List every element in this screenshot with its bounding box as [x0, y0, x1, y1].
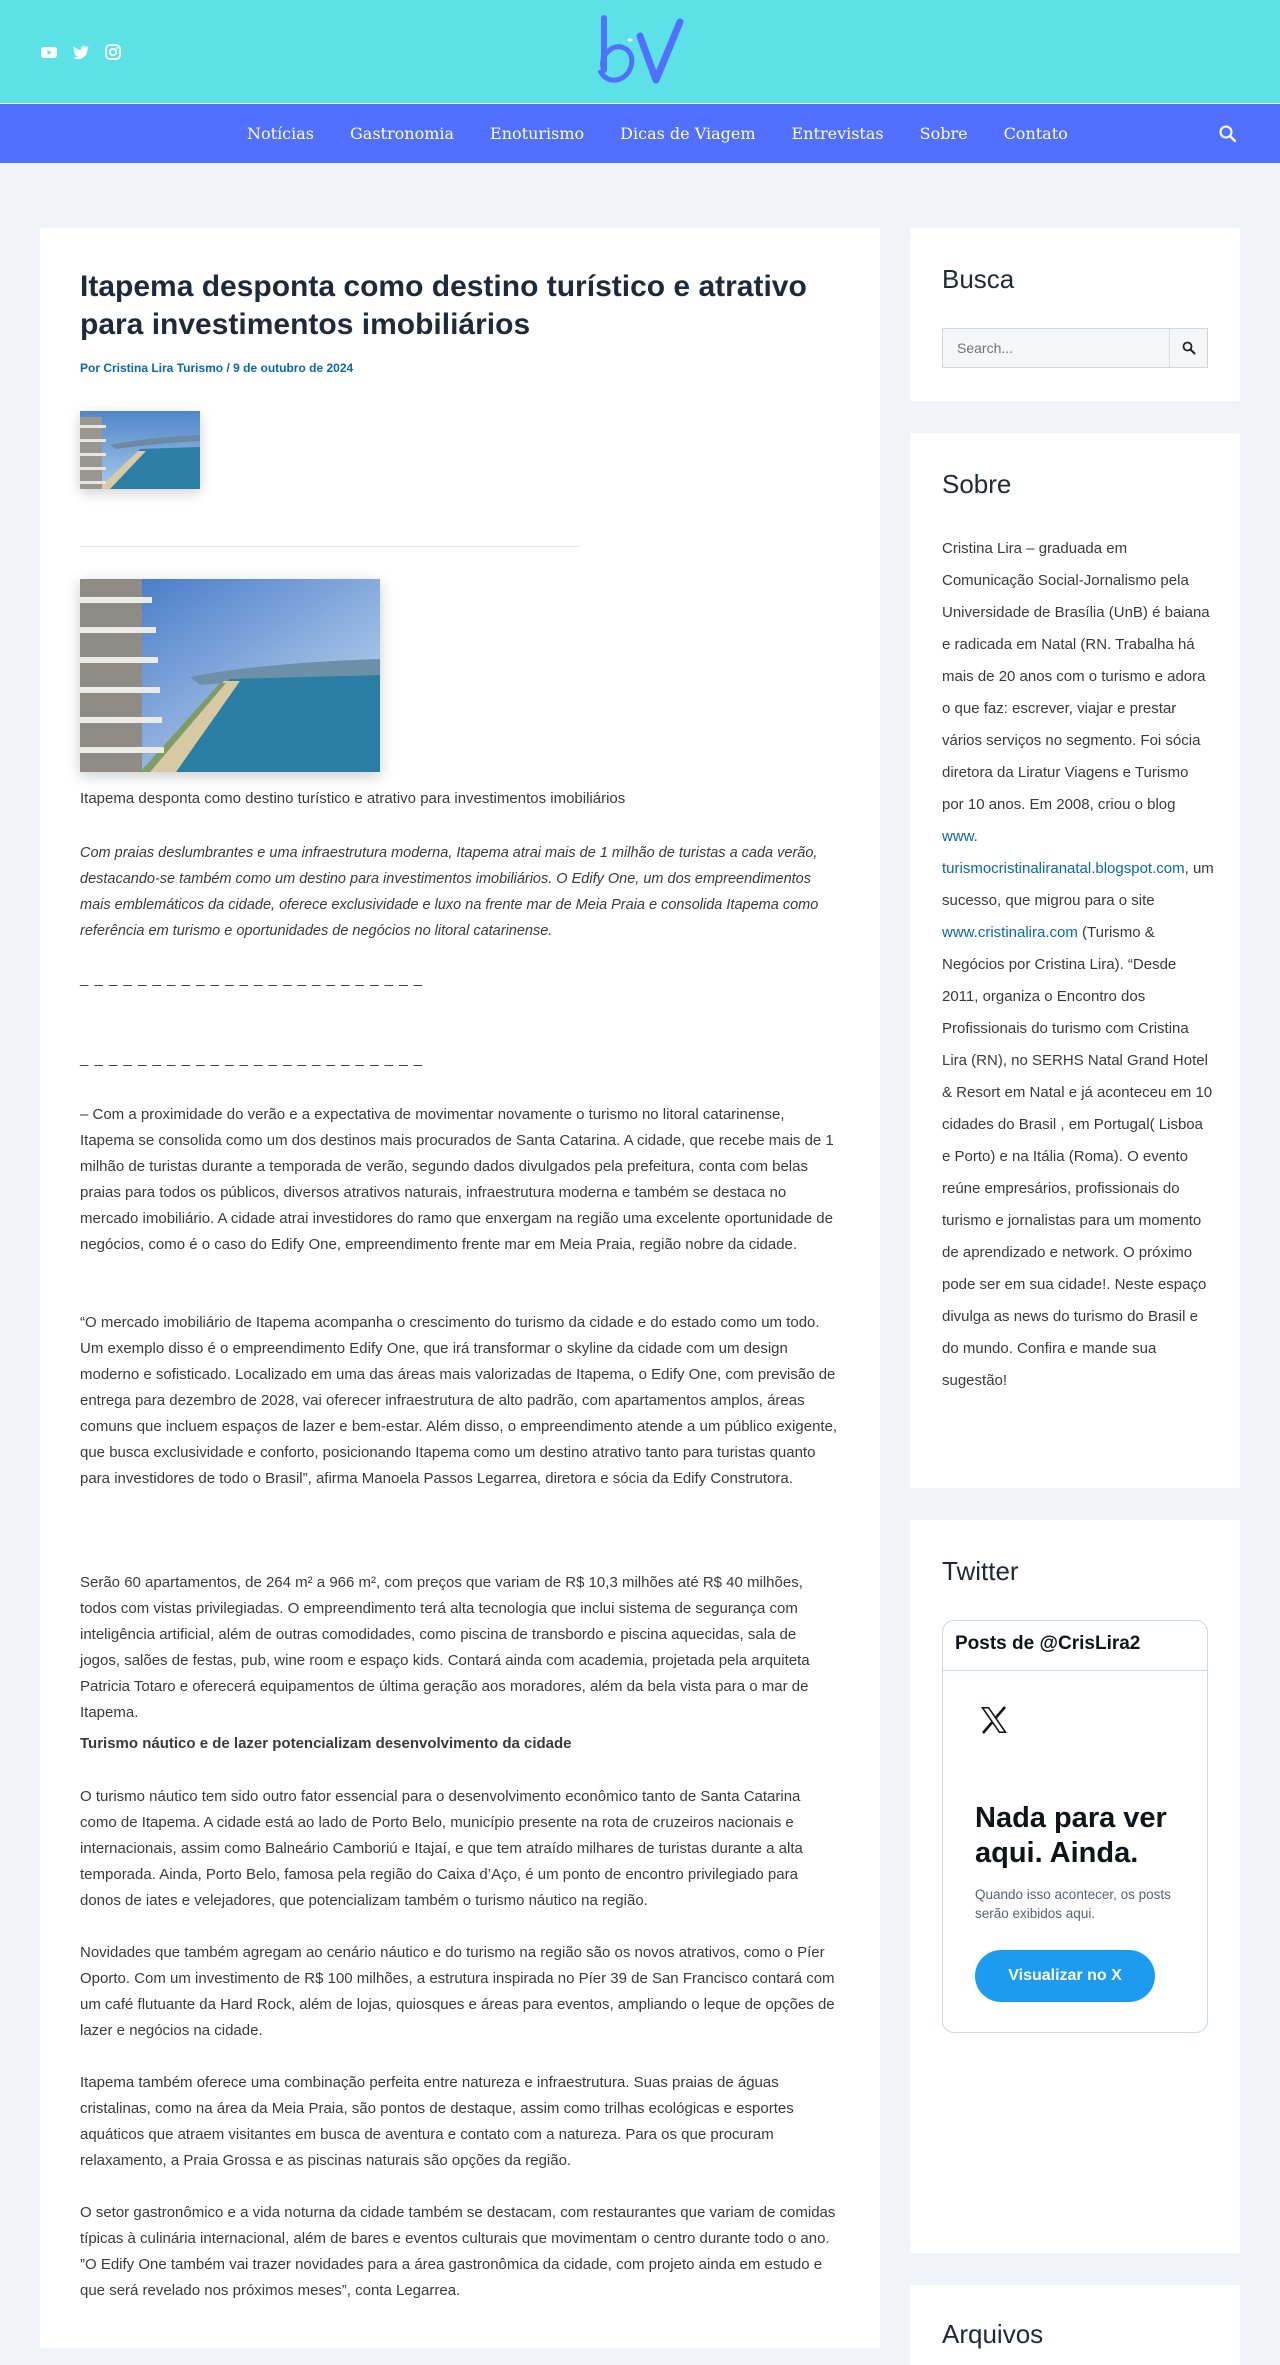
- search-input[interactable]: [943, 329, 1167, 367]
- article-featured-image[interactable]: [80, 579, 380, 772]
- timeline-header[interactable]: Posts de @CrisLira2: [943, 1621, 1207, 1671]
- article-paragraph: “O mercado imobiliário de Itapema acompanha o crescimento do turismo da cidade e do estado como um todo. Um exemplo disso é o empreendimento Edify One, que irá transformar o skyline da cidade com um design moderno e sofisticado. Localizado em uma das áreas mais valorizadas de Itapema, o Edify One, com previsão de entrega para dezembro de 2028, vai oferecer infraestrutura de alto padrão, com apartamentos amplos, áreas comuns que incluem espaços de lazer e bem-estar. Além disso, o empreendimento atende a um público exigente, que busca exclusividade e conforto, posicionando Itapema como um destino atrativo tanto para turistas quanto para investidores de todo o Brasil”, afirma Manoela Passos Legarrea, diretora e sócia da Edify Construtora.: [80, 1314, 838, 1487]
- article-meta[interactable]: Por Cristina Lira Turismo / 9 de outubro de 2024: [80, 361, 354, 375]
- article-lead: Com praias deslumbrantes e uma infraestrutura moderna, Itapema atrai mais de 1 milhão de turistas a cada verão, destacando-se também como um destino para investimentos imobiliários. O Edify One, um dos empreendimentos mais emblemáticos da cidade, oferece exclusividade e luxo na frente mar de Meia Praia e consolida Itapema como referência em turismo e oportunidades de negócios no litoral catarinense.: [80, 845, 819, 939]
- widget-title-sobre: Sobre: [942, 469, 1012, 499]
- empty-timeline-subtitle: Quando isso acontecer, os posts serão exibidos aqui.: [975, 1887, 1171, 1921]
- nav-item-gastronomia[interactable]: Gastronomia: [350, 124, 455, 143]
- widget-title-arquivos: Arquivos: [942, 2319, 1044, 2349]
- nav-item-contato[interactable]: Contato: [1003, 124, 1068, 143]
- image-caption: Itapema desponta como destino turístico e atrativo para investimentos imobiliários: [80, 790, 626, 807]
- divider: [80, 546, 580, 547]
- archives-widget: [910, 2285, 1240, 2365]
- nav-item-dicas-de-viagem[interactable]: Dicas de Viagem: [620, 124, 756, 143]
- article-paragraph: O turismo náutico tem sido outro fator essencial para o desenvolvimento econômico tanto de Santa Catarina como de Itapema. A cidade está ao lado de Porto Belo, município presente na rota de cruzeiros nacionais e internacionais, assim como Balneário Camboriú e Itajaí, e que tem atraído milhares de turistas durante a alta temporada. Ainda, Porto Belo, famosa pela região do Caixa d’Aço, é um ponto de encontro privilegiado para donos de iates e velejadores, que potencializam também o turismo náutico na região.: [80, 1788, 803, 1909]
- empty-timeline-title: Nada para ver aqui. Ainda.: [975, 1802, 1167, 1869]
- nav-item-sobre[interactable]: Sobre: [919, 124, 968, 143]
- search-submit-button[interactable]: [1169, 329, 1207, 367]
- nav-item-noticias[interactable]: Notícias: [247, 124, 315, 143]
- article-paragraph: – Com a proximidade do verão e a expectativa de movimentar novamente o turismo no litoral catarinense, Itapema se consolida como um dos destinos mais procurados de Santa Catarina. A cidade, que recebe mais de 1 milhão de turistas durante a temporada de verão, segundo dados divulgados pela prefeitura, conta com belas praias para todos os públicos, diversos atrativos naturais, infraestrutura moderna e também se destaca no mercado imobiliário. A cidade atrai investidores do ramo que enxergam na região uma excelente oportunidade de negócios, como é o caso do Edify One, empreendimento frente mar em Meia Praia, região nobre da cidade.: [80, 1106, 834, 1253]
- article-thumbnail[interactable]: [80, 411, 200, 489]
- about-text: Cristina Lira – graduada em Comunicação Social-Jornalismo pela Universidade de Brasília (UnB) é baiana e radicada em Natal (RN. Trabalha há mais de 20 anos com o turismo e adora o que faz: escrever, viajar e prestar vários serviços no segmento. Foi sócia diretora da Liratur Viagens e Turismo por 10 anos. Em 2008, criou o blog www. turismocristinaliranatal.blogspot.com, um sucesso, que migrou para o site www.cristinalira.com (Turismo & Negócios por Cristina Lira). “Desde 2011, organiza o Encontro dos Profissionais do turismo com Cristina Lira (RN), no SERHS Natal Grand Hotel & Resort em Natal e já aconteceu em 10 cidades do Brasil , em Portugal( Lisboa e Porto) e na Itália (Roma). O evento reúne empresários, profissionais do turismo e jornalistas para um momento de aprendizado e network. O próximo pode ser em sua cidade!. Neste espaço divulga as news do turismo do Brasil e do mundo. Confira e mande sua sugestão!: [942, 540, 1214, 1389]
- widget-title-busca: Busca: [942, 264, 1015, 294]
- youtube-icon[interactable]: [40, 43, 58, 61]
- nav-item-enoturismo[interactable]: Enoturismo: [490, 124, 585, 143]
- separator-dashes: _ _ _ _ _ _ _ _ _ _ _ _ _ _ _ _ _ _ _ _ _ _ _ _: [80, 970, 424, 987]
- search-icon[interactable]: [1218, 124, 1238, 144]
- site-link[interactable]: www.cristinalira.com: [942, 924, 1078, 941]
- twitter-icon[interactable]: [72, 43, 90, 61]
- social-links: [40, 43, 122, 61]
- separator-dashes: _ _ _ _ _ _ _ _ _ _ _ _ _ _ _ _ _ _ _ _ _ _ _ _: [80, 1050, 424, 1067]
- view-on-x-button[interactable]: Visualizar no X: [975, 1950, 1155, 2002]
- site-header: [0, 0, 1280, 103]
- site-logo[interactable]: [594, 14, 688, 88]
- search-widget: [910, 228, 1240, 401]
- main-nav: [0, 104, 1280, 163]
- search-form: [942, 328, 1208, 368]
- x-logo-icon: [977, 1703, 1011, 1737]
- twitter-widget: [910, 1520, 1240, 2253]
- nav-item-entrevistas[interactable]: Entrevistas: [791, 124, 884, 143]
- article-paragraph: O setor gastronômico e a vida noturna da cidade também se destacam, com restaurantes que variam de comidas típicas à culinária internacional, além de bares e eventos culturais que movimentam o centro durante todo o ano. ”O Edify One também vai trazer novidades para a área gastronômica da cidade, com projeto ainda em estudo e que será revelado nos próximos meses”, conta Legarrea.: [80, 2204, 836, 2299]
- widget-title-twitter: Twitter: [942, 1556, 1019, 1586]
- article-paragraph: Itapema também oferece uma combinação perfeita entre natureza e infraestrutura. Suas praias de águas cristalinas, como na área da Meia Praia, são pontos de destaque, assim como trilhas ecológicas e esportes aquáticos que atraem visitantes em busca de aventura e contato com a natureza. Para os que procuram relaxamento, a Praia Grossa e as piscinas naturais são opções da região.: [80, 2074, 794, 2169]
- about-widget: [910, 433, 1240, 1488]
- blog-link[interactable]: www. turismocristinaliranatal.blogspot.com: [942, 828, 1185, 877]
- article-paragraph: Serão 60 apartamentos, de 264 m² a 966 m², com preços que variam de R$ 10,3 milhões até R$ 40 milhões, todos com vistas privilegiadas. O empreendimento terá alta tecnologia que inclui sistema de segurança com inteligência artificial, além de outras comodidades, como piscina de transbordo e piscina aquecidas, sala de jogos, salões de festas, pub, wine room e espaço kids. Contará ainda com academia, projetada pela arquiteta Patricia Totaro e oferecerá equipamentos de última geração aos moradores, além da bela vista para o mar de Itapema.: [80, 1574, 810, 1721]
- article-card: [40, 228, 880, 2348]
- instagram-icon[interactable]: [104, 43, 122, 61]
- article-title: Itapema desponta como destino turístico e atrativo para investimentos imobiliários: [80, 270, 807, 341]
- article-subheading: Turismo náutico e de lazer potencializam desenvolvimento da cidade: [80, 1735, 572, 1752]
- twitter-timeline-embed: [942, 1620, 1208, 2033]
- article-paragraph: Novidades que também agregam ao cenário náutico e do turismo na região são os novos atrativos, como o Píer Oporto. Com um investimento de R$ 100 milhões, a estrutura inspirada no Píer 39 de San Francisco contará com um café flutuante da Hard Rock, além de lojas, quiosques e áreas para eventos, ampliando o leque de opções de lazer e negócios na cidade.: [80, 1944, 835, 2039]
